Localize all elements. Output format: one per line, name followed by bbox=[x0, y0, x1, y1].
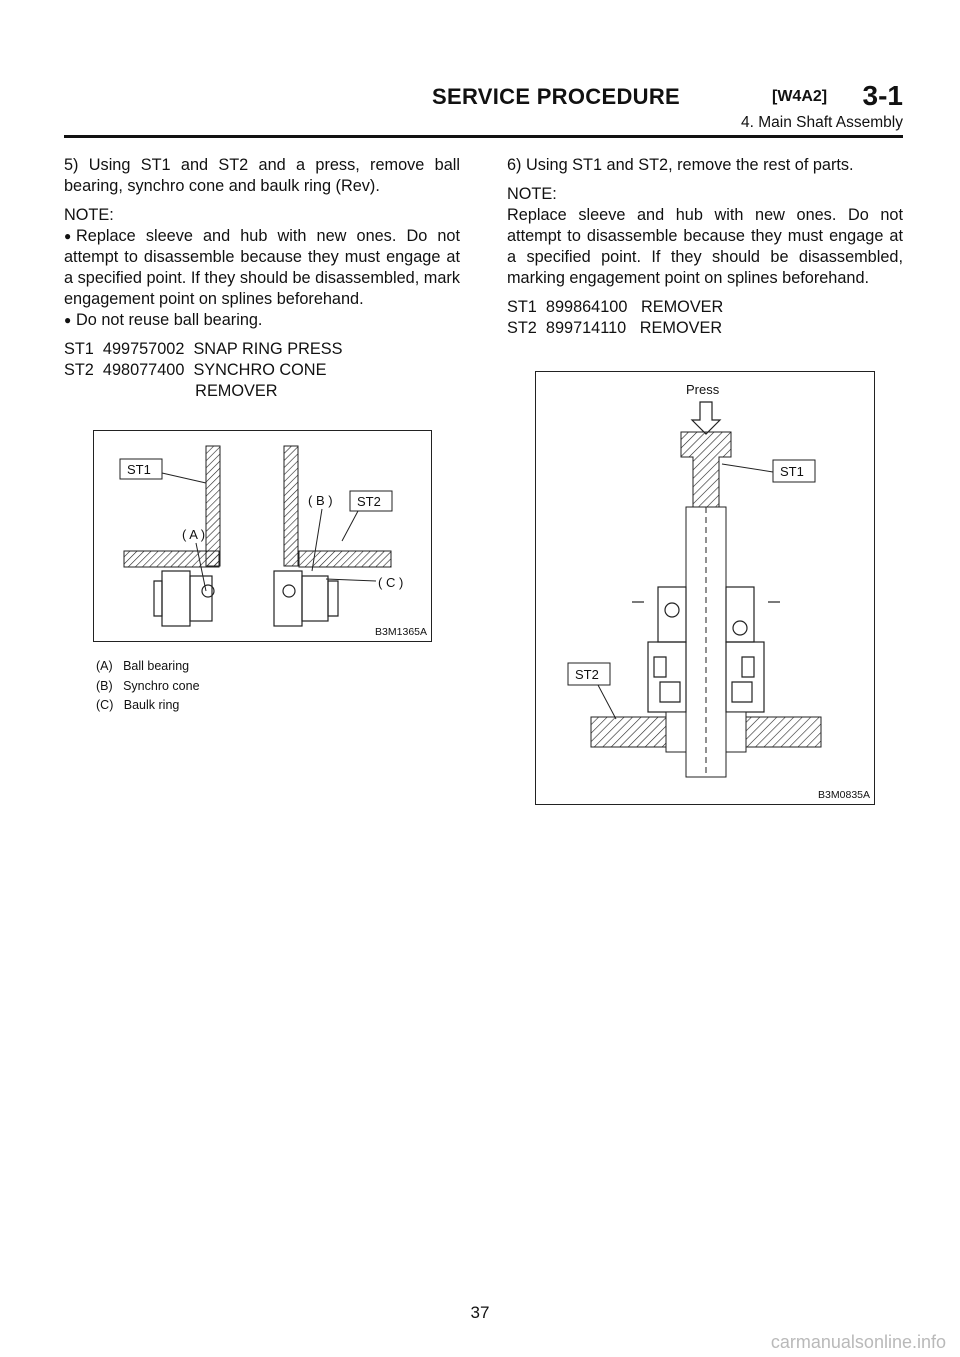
label-st1: ST1 bbox=[780, 464, 804, 479]
section-subtitle: 4. Main Shaft Assembly bbox=[741, 114, 903, 131]
sleeve-hub-parts bbox=[154, 571, 338, 626]
st1-tube-right-wall bbox=[284, 446, 298, 566]
figure-legend bbox=[96, 657, 200, 716]
legend-item: (B) Synchro cone bbox=[96, 678, 200, 693]
label-b: ( B ) bbox=[308, 493, 333, 508]
bullet-icon: ● bbox=[64, 229, 72, 243]
note-label: NOTE: bbox=[64, 206, 114, 224]
tool-line: ST1 499757002 SNAP RING PRESS bbox=[64, 340, 343, 358]
tool-line: ST1 899864100 REMOVER bbox=[507, 298, 724, 316]
press-arrow-icon bbox=[692, 402, 720, 434]
label-a: ( A ) bbox=[182, 527, 206, 542]
st2-collar-right bbox=[726, 712, 746, 752]
label-st2: ST2 bbox=[575, 667, 599, 682]
tool-line: ST2 899714110 REMOVER bbox=[507, 319, 723, 337]
note-bullet: ● Do not reuse ball bearing. bbox=[64, 311, 263, 329]
legend-item: (C) Baulk ring bbox=[96, 698, 180, 712]
watermark[interactable]: carmanualsonline.info bbox=[770, 1332, 946, 1352]
note-bullet: ● Replace sleeve and hub with new ones. Do not attempt to disassemble because they must engage at a specified point. If they should be disassembled, mark engagement point on splines beforehand. bbox=[64, 227, 460, 308]
tool-line: ST2 498077400 SYNCHRO CONE bbox=[64, 361, 327, 379]
left-column bbox=[64, 155, 460, 402]
figure-id: B3M0835A bbox=[818, 789, 870, 801]
label-press: Press bbox=[686, 382, 720, 397]
st1-tube-left-wall bbox=[206, 446, 220, 566]
figure-ball-bearing-removal bbox=[93, 430, 432, 642]
figure-id: B3M1365A bbox=[375, 626, 427, 638]
figure-main-shaft-removal bbox=[535, 371, 875, 805]
st2-collar-left bbox=[666, 712, 686, 752]
bullet-icon: ● bbox=[64, 313, 72, 327]
note-label: NOTE: bbox=[507, 185, 557, 203]
header-rule bbox=[64, 135, 903, 138]
label-st2: ST2 bbox=[357, 494, 381, 509]
diagram-remover bbox=[536, 372, 874, 804]
legend-item: (A) Ball bearing bbox=[96, 659, 190, 673]
step-6-text: 6) Using ST1 and ST2, remove the rest of parts. bbox=[507, 156, 854, 174]
section-code: [W4A2] bbox=[772, 88, 828, 105]
section-number: 3-1 bbox=[862, 80, 903, 111]
st2-plate-left bbox=[124, 551, 219, 567]
label-st1: ST1 bbox=[127, 462, 151, 477]
page-title: SERVICE PROCEDURE bbox=[432, 84, 680, 109]
tool-line: REMOVER bbox=[64, 382, 278, 400]
diagram-snap-ring-press bbox=[94, 431, 431, 641]
st1-tool bbox=[681, 432, 731, 507]
right-column bbox=[507, 155, 903, 339]
label-c: ( C ) bbox=[378, 575, 404, 590]
page-number: 37 bbox=[470, 1303, 490, 1322]
note-text: Replace sleeve and hub with new ones. Do not attempt to disassemble because they must engage at a specified point. If they should be disassembled, marking engagement point on splines beforehand. bbox=[507, 206, 903, 287]
step-5-text: 5) Using ST1 and ST2 and a press, remove ball bearing, synchro cone and baulk ring (Rev). bbox=[64, 156, 460, 195]
